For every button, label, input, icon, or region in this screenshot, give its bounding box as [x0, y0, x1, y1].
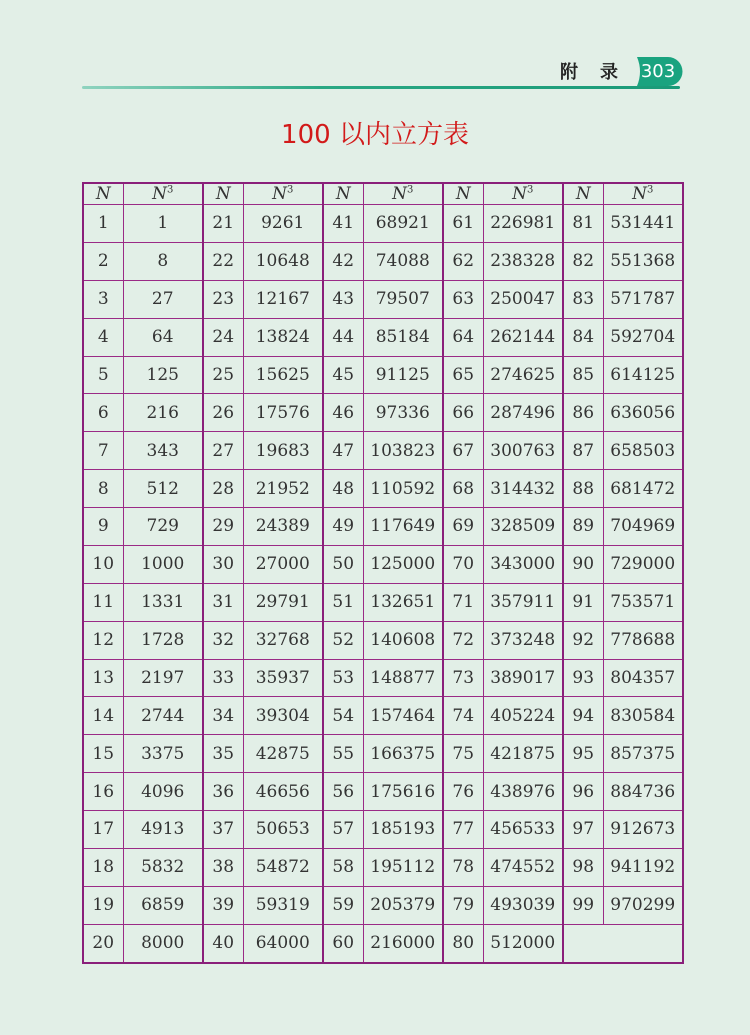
n-cell: 42: [323, 242, 363, 280]
n-cell: 46: [323, 394, 363, 432]
cube-cell: 830584: [603, 697, 683, 735]
header-n: N: [203, 183, 243, 205]
n-cell: 85: [563, 356, 603, 394]
table-row: [83, 659, 683, 697]
cube-cell: 132651: [363, 583, 443, 621]
header-rule: [82, 86, 680, 89]
cube-cell: 54872: [243, 848, 323, 886]
table-row: [83, 242, 683, 280]
cube-cell: 185193: [363, 811, 443, 849]
cube-cell: 571787: [603, 280, 683, 318]
cube-cell: 250047: [483, 280, 563, 318]
cube-cell: 91125: [363, 356, 443, 394]
cube-cell: 39304: [243, 697, 323, 735]
cube-cell: 64: [123, 318, 203, 356]
cube-cell: 74088: [363, 242, 443, 280]
header-n-cubed: $N^3$: [483, 183, 563, 205]
n-cell: 10: [83, 545, 123, 583]
cube-cell: 21952: [243, 470, 323, 508]
n-cell: 56: [323, 773, 363, 811]
table-row: [83, 394, 683, 432]
cube-cell: 857375: [603, 735, 683, 773]
cube-cell: 300763: [483, 432, 563, 470]
n-cell: 41: [323, 205, 363, 243]
n-cell: 43: [323, 280, 363, 318]
page-number-badge: [633, 57, 683, 86]
cube-cell: 405224: [483, 697, 563, 735]
n-cell: 94: [563, 697, 603, 735]
table-row: [83, 470, 683, 508]
n-cell: 35: [203, 735, 243, 773]
cube-table: [82, 182, 684, 964]
n-cell: 48: [323, 470, 363, 508]
table-row: [83, 508, 683, 546]
n-cell: 88: [563, 470, 603, 508]
n-cell: 81: [563, 205, 603, 243]
header-n-cubed: $N^3$: [363, 183, 443, 205]
table-row: [83, 886, 683, 924]
cube-cell: 79507: [363, 280, 443, 318]
cube-cell: 5832: [123, 848, 203, 886]
cube-cell: 512: [123, 470, 203, 508]
cube-cell: 474552: [483, 848, 563, 886]
cube-cell: 884736: [603, 773, 683, 811]
n-cell: 4: [83, 318, 123, 356]
n-cell: 23: [203, 280, 243, 318]
cube-cell: 19683: [243, 432, 323, 470]
n-cell: 74: [443, 697, 483, 735]
cube-cell: 941192: [603, 848, 683, 886]
cube-cell: 110592: [363, 470, 443, 508]
cube-cell: 12167: [243, 280, 323, 318]
cube-cell: 64000: [243, 924, 323, 963]
cube-cell: 68921: [363, 205, 443, 243]
cube-cell: 438976: [483, 773, 563, 811]
table-row: [83, 773, 683, 811]
cube-cell: 512000: [483, 924, 563, 963]
n-cell: 91: [563, 583, 603, 621]
n-cell: 28: [203, 470, 243, 508]
cube-cell: 125: [123, 356, 203, 394]
n-cell: 62: [443, 242, 483, 280]
n-cell: 72: [443, 621, 483, 659]
n-cell: 2: [83, 242, 123, 280]
n-cell: 78: [443, 848, 483, 886]
n-cell: 60: [323, 924, 363, 963]
cube-cell: 1331: [123, 583, 203, 621]
n-cell: 71: [443, 583, 483, 621]
n-cell: 84: [563, 318, 603, 356]
n-cell: 32: [203, 621, 243, 659]
n-cell: 69: [443, 508, 483, 546]
n-cell: 8: [83, 470, 123, 508]
n-cell: 99: [563, 886, 603, 924]
cube-cell: 27: [123, 280, 203, 318]
n-cell: 79: [443, 886, 483, 924]
n-cell: 97: [563, 811, 603, 849]
table-row: [83, 697, 683, 735]
cube-cell: 42875: [243, 735, 323, 773]
cube-cell: 804357: [603, 659, 683, 697]
n-cell: 52: [323, 621, 363, 659]
header-n: N: [563, 183, 603, 205]
table-row: [83, 545, 683, 583]
n-cell: 66: [443, 394, 483, 432]
n-cell: 15: [83, 735, 123, 773]
n-cell: 16: [83, 773, 123, 811]
n-cell: 13: [83, 659, 123, 697]
n-cell: 68: [443, 470, 483, 508]
cube-cell: 226981: [483, 205, 563, 243]
n-cell: 36: [203, 773, 243, 811]
cube-cell: 4096: [123, 773, 203, 811]
table-row: [83, 583, 683, 621]
n-cell: 64: [443, 318, 483, 356]
cube-cell: 389017: [483, 659, 563, 697]
cube-cell: 421875: [483, 735, 563, 773]
cube-cell: 2744: [123, 697, 203, 735]
n-cell: 98: [563, 848, 603, 886]
n-cell: 50: [323, 545, 363, 583]
cube-cell: 24389: [243, 508, 323, 546]
n-cell: 33: [203, 659, 243, 697]
section-label: [560, 58, 618, 84]
n-cell: 86: [563, 394, 603, 432]
cube-cell: 274625: [483, 356, 563, 394]
header-n-cubed: $N^3$: [123, 183, 203, 205]
n-cell: 17: [83, 811, 123, 849]
cube-cell: 85184: [363, 318, 443, 356]
section-label-char-1: 附: [560, 62, 578, 83]
table-row: [83, 848, 683, 886]
cube-cell: 373248: [483, 621, 563, 659]
cube-cell: 4913: [123, 811, 203, 849]
n-cell: 21: [203, 205, 243, 243]
empty-cell: [563, 924, 683, 963]
n-cell: 77: [443, 811, 483, 849]
cube-cell: 1: [123, 205, 203, 243]
n-cell: 24: [203, 318, 243, 356]
cube-cell: 493039: [483, 886, 563, 924]
header-n: N: [83, 183, 123, 205]
n-cell: 96: [563, 773, 603, 811]
header-n: N: [443, 183, 483, 205]
n-cell: 31: [203, 583, 243, 621]
cube-cell: 614125: [603, 356, 683, 394]
cube-cell: 15625: [243, 356, 323, 394]
cube-cell: 753571: [603, 583, 683, 621]
table-row: [83, 280, 683, 318]
header-n-cubed: $N^3$: [603, 183, 683, 205]
table-row: [83, 205, 683, 243]
n-cell: 38: [203, 848, 243, 886]
cube-cell: 357911: [483, 583, 563, 621]
n-cell: 26: [203, 394, 243, 432]
n-cell: 80: [443, 924, 483, 963]
n-cell: 37: [203, 811, 243, 849]
n-cell: 76: [443, 773, 483, 811]
n-cell: 87: [563, 432, 603, 470]
table-row: [83, 356, 683, 394]
table-row: [83, 318, 683, 356]
cube-cell: 10648: [243, 242, 323, 280]
n-cell: 3: [83, 280, 123, 318]
cube-cell: 125000: [363, 545, 443, 583]
n-cell: 19: [83, 886, 123, 924]
n-cell: 82: [563, 242, 603, 280]
table-row: [83, 735, 683, 773]
cube-cell: 117649: [363, 508, 443, 546]
table-row: [83, 621, 683, 659]
n-cell: 34: [203, 697, 243, 735]
n-cell: 59: [323, 886, 363, 924]
n-cell: 27: [203, 432, 243, 470]
table-row: [83, 924, 683, 963]
page-number: 303: [640, 61, 676, 82]
n-cell: 29: [203, 508, 243, 546]
table-row: [83, 811, 683, 849]
cube-cell: 328509: [483, 508, 563, 546]
n-cell: 93: [563, 659, 603, 697]
cube-cell: 636056: [603, 394, 683, 432]
cube-cell: 17576: [243, 394, 323, 432]
page-title: 100 以内立方表: [281, 120, 469, 150]
cube-cell: 1728: [123, 621, 203, 659]
n-cell: 65: [443, 356, 483, 394]
cube-cell: 343: [123, 432, 203, 470]
cube-cell: 195112: [363, 848, 443, 886]
cube-cell: 9261: [243, 205, 323, 243]
n-cell: 57: [323, 811, 363, 849]
n-cell: 53: [323, 659, 363, 697]
cube-cell: 3375: [123, 735, 203, 773]
cube-cell: 29791: [243, 583, 323, 621]
cube-cell: 205379: [363, 886, 443, 924]
cube-cell: 175616: [363, 773, 443, 811]
cube-cell: 912673: [603, 811, 683, 849]
n-cell: 89: [563, 508, 603, 546]
n-cell: 67: [443, 432, 483, 470]
cube-cell: 50653: [243, 811, 323, 849]
cube-cell: 32768: [243, 621, 323, 659]
cube-cell: 531441: [603, 205, 683, 243]
n-cell: 92: [563, 621, 603, 659]
cube-cell: 6859: [123, 886, 203, 924]
cube-cell: 343000: [483, 545, 563, 583]
cube-cell: 658503: [603, 432, 683, 470]
n-cell: 63: [443, 280, 483, 318]
table-row: [83, 432, 683, 470]
cube-cell: 216: [123, 394, 203, 432]
cube-cell: 157464: [363, 697, 443, 735]
n-cell: 70: [443, 545, 483, 583]
n-cell: 39: [203, 886, 243, 924]
cube-cell: 238328: [483, 242, 563, 280]
n-cell: 6: [83, 394, 123, 432]
n-cell: 22: [203, 242, 243, 280]
n-cell: 11: [83, 583, 123, 621]
n-cell: 55: [323, 735, 363, 773]
n-cell: 30: [203, 545, 243, 583]
cube-cell: 262144: [483, 318, 563, 356]
n-cell: 90: [563, 545, 603, 583]
cube-cell: 729: [123, 508, 203, 546]
n-cell: 18: [83, 848, 123, 886]
n-cell: 58: [323, 848, 363, 886]
n-cell: 83: [563, 280, 603, 318]
cube-cell: 8: [123, 242, 203, 280]
n-cell: 47: [323, 432, 363, 470]
n-cell: 40: [203, 924, 243, 963]
cube-cell: 103823: [363, 432, 443, 470]
cube-cell: 216000: [363, 924, 443, 963]
n-cell: 5: [83, 356, 123, 394]
cube-cell: 456533: [483, 811, 563, 849]
cube-cell: 681472: [603, 470, 683, 508]
cube-cell: 287496: [483, 394, 563, 432]
cube-cell: 8000: [123, 924, 203, 963]
n-cell: 61: [443, 205, 483, 243]
header-n: N: [323, 183, 363, 205]
cube-cell: 59319: [243, 886, 323, 924]
cube-cell: 970299: [603, 886, 683, 924]
cube-cell: 778688: [603, 621, 683, 659]
cube-cell: 35937: [243, 659, 323, 697]
n-cell: 51: [323, 583, 363, 621]
n-cell: 7: [83, 432, 123, 470]
n-cell: 20: [83, 924, 123, 963]
cube-cell: 551368: [603, 242, 683, 280]
n-cell: 75: [443, 735, 483, 773]
cube-cell: 2197: [123, 659, 203, 697]
cube-cell: 314432: [483, 470, 563, 508]
cube-cell: 46656: [243, 773, 323, 811]
cube-cell: 148877: [363, 659, 443, 697]
n-cell: 1: [83, 205, 123, 243]
n-cell: 25: [203, 356, 243, 394]
cube-cell: 704969: [603, 508, 683, 546]
n-cell: 49: [323, 508, 363, 546]
cube-cell: 13824: [243, 318, 323, 356]
cube-cell: 592704: [603, 318, 683, 356]
table-header-row: [83, 183, 683, 205]
section-label-char-2: 录: [600, 62, 618, 83]
cube-cell: 166375: [363, 735, 443, 773]
n-cell: 45: [323, 356, 363, 394]
cube-cell: 1000: [123, 545, 203, 583]
cube-cell: 729000: [603, 545, 683, 583]
n-cell: 9: [83, 508, 123, 546]
n-cell: 95: [563, 735, 603, 773]
cube-cell: 140608: [363, 621, 443, 659]
n-cell: 44: [323, 318, 363, 356]
cube-cell: 97336: [363, 394, 443, 432]
n-cell: 12: [83, 621, 123, 659]
header-n-cubed: $N^3$: [243, 183, 323, 205]
cube-cell: 27000: [243, 545, 323, 583]
n-cell: 73: [443, 659, 483, 697]
n-cell: 54: [323, 697, 363, 735]
n-cell: 14: [83, 697, 123, 735]
